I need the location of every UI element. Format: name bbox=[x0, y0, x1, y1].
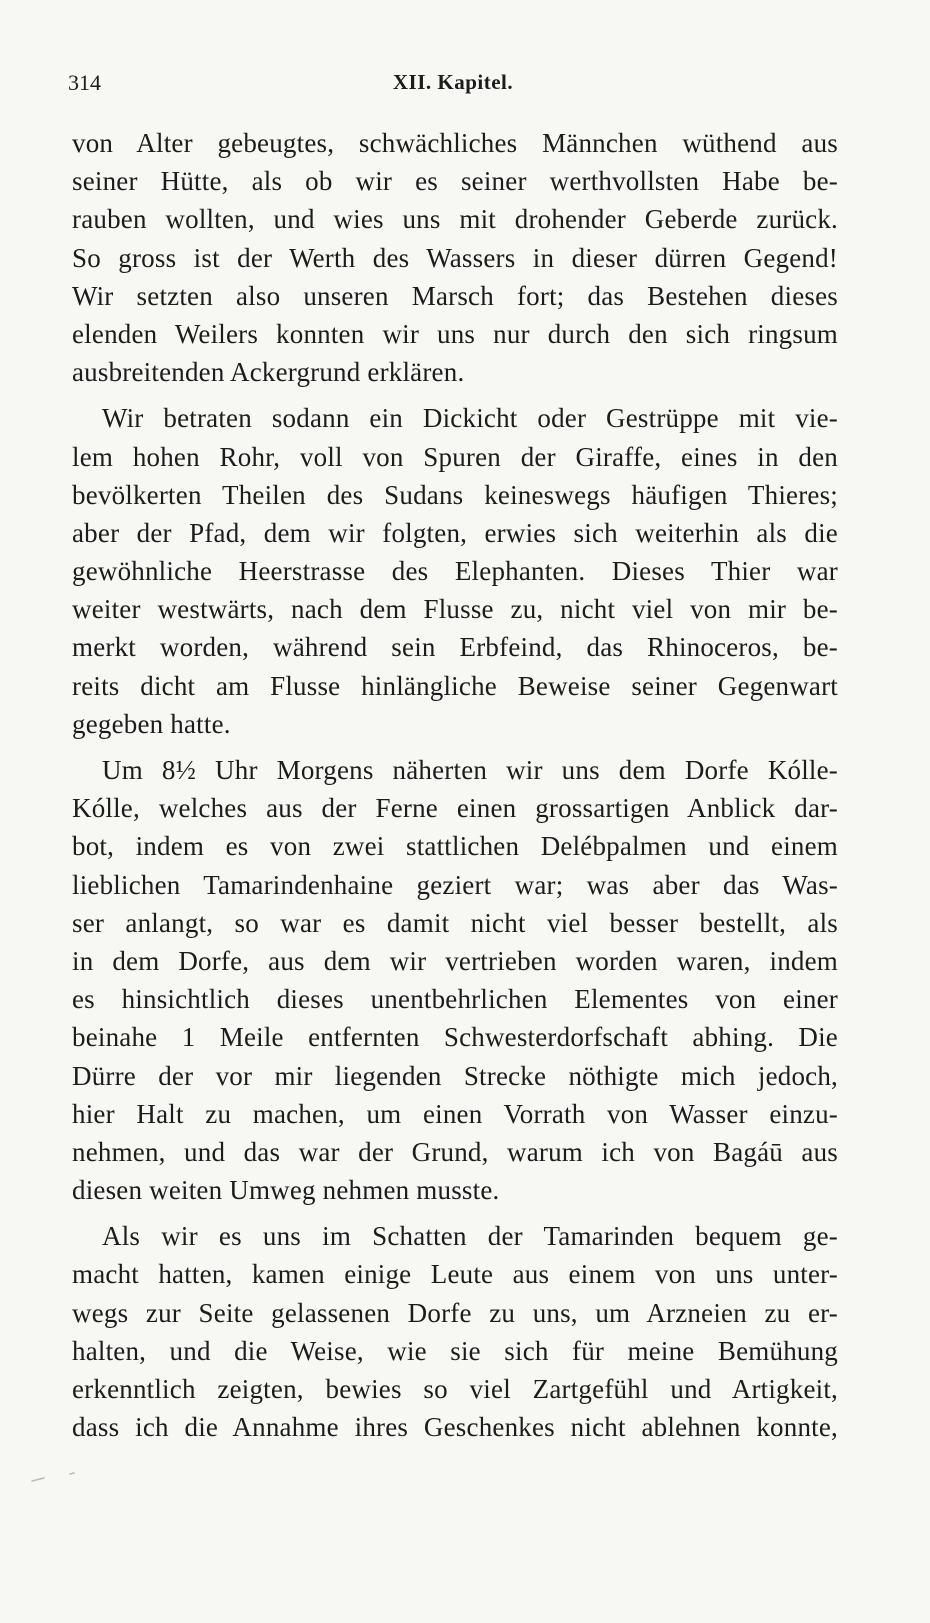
text-line: Wir betraten sodann ein Dickicht oder Gestrüppe mit vie- bbox=[102, 403, 838, 434]
text-line: bevölkerten Theilen des Sudans keineswegs häufigen Thieres; bbox=[72, 479, 838, 510]
paper-smudge bbox=[30, 1470, 80, 1484]
paragraph bbox=[72, 1217, 838, 1446]
page-number: 314 bbox=[68, 70, 101, 95]
text-line: nehmen, und das war der Grund, warum ich von Bagáū aus bbox=[72, 1136, 838, 1167]
text-line: lieblichen Tamarindenhaine geziert war; was aber das Was- bbox=[72, 869, 838, 900]
text-line: halten, und die Weise, wie sie sich für meine Bemühung bbox=[72, 1335, 838, 1366]
text-line: Um 8½ Uhr Morgens näherten wir uns dem Dorfe Kólle- bbox=[102, 755, 838, 785]
text-line: seiner Hütte, als ob wir es seiner werthvollsten Habe be- bbox=[72, 166, 838, 197]
paragraph bbox=[72, 399, 838, 743]
text-line: lem hohen Rohr, voll von Spuren der Giraffe, eines in den bbox=[72, 441, 838, 472]
text-line: merkt worden, während sein Erbfeind, das Rhinoceros, be- bbox=[72, 632, 838, 663]
text-line: gewöhnliche Heerstrasse des Elephanten. Dieses Thier war bbox=[72, 556, 838, 587]
text-line: in dem Dorfe, aus dem wir vertrieben worden waren, indem bbox=[72, 945, 838, 976]
text-line: rauben wollten, und wies uns mit drohender Geberde zurück. bbox=[72, 204, 838, 235]
text-line: aber der Pfad, dem wir folgten, erwies sich weiterhin als die bbox=[72, 517, 838, 548]
running-title: XII. Kapitel. bbox=[392, 70, 514, 94]
text-line: wegs zur Seite gelassenen Dorfe zu uns, um Arzneien zu er- bbox=[72, 1297, 838, 1328]
text-line: ausbreitenden Ackergrund erklären. bbox=[72, 357, 465, 388]
text-line: bot, indem es von zwei stattlichen Delébpalmen und einem bbox=[72, 831, 838, 862]
text-line: es hinsichtlich dieses unentbehrlichen Elementes von einer bbox=[72, 984, 838, 1015]
paragraph bbox=[72, 751, 838, 1209]
text-line: diesen weiten Umweg nehmen musste. bbox=[72, 1175, 500, 1206]
text-line: reits dicht am Flusse hinlängliche Beweise seiner Gegenwart bbox=[72, 670, 838, 701]
text-line: Dürre der vor mir liegenden Strecke nöthigte mich jedoch, bbox=[72, 1060, 838, 1091]
text-line: Wir setzten also unseren Marsch fort; das Bestehen dieses bbox=[72, 280, 838, 311]
page-header bbox=[68, 70, 838, 104]
text-line: weiter westwärts, nach dem Flusse zu, nicht viel von mir be- bbox=[72, 594, 838, 625]
text-line: Kólle, welches aus der Ferne einen grossartigen Anblick dar- bbox=[72, 793, 838, 824]
text-line: elenden Weilers konnten wir uns nur durch den sich ringsum bbox=[72, 318, 838, 349]
text-line: gegeben hatte. bbox=[72, 708, 231, 739]
text-line: dass ich die Annahme ihres Geschenkes nicht ablehnen konnte, bbox=[72, 1412, 838, 1443]
text-line: So gross ist der Werth des Wassers in dieser dürren Gegend! bbox=[72, 242, 838, 273]
text-line: beinahe 1 Meile entfernten Schwesterdorfschaft abhing. Die bbox=[72, 1022, 838, 1053]
text-line: erkenntlich zeigten, bewies so viel Zartgefühl und Artigkeit, bbox=[72, 1374, 838, 1404]
text-line: Als wir es uns im Schatten der Tamarinden bequem ge- bbox=[102, 1221, 838, 1252]
text-line: von Alter gebeugtes, schwächliches Männchen wüthend aus bbox=[72, 128, 838, 158]
body-text bbox=[72, 124, 838, 1446]
text-line: ser anlangt, so war es damit nicht viel besser bestellt, als bbox=[72, 907, 838, 938]
text-line: hier Halt zu machen, um einen Vorrath von Wasser einzu- bbox=[72, 1098, 838, 1129]
text-line: macht hatten, kamen einige Leute aus einem von uns unter- bbox=[72, 1259, 838, 1290]
paragraph bbox=[72, 124, 838, 391]
